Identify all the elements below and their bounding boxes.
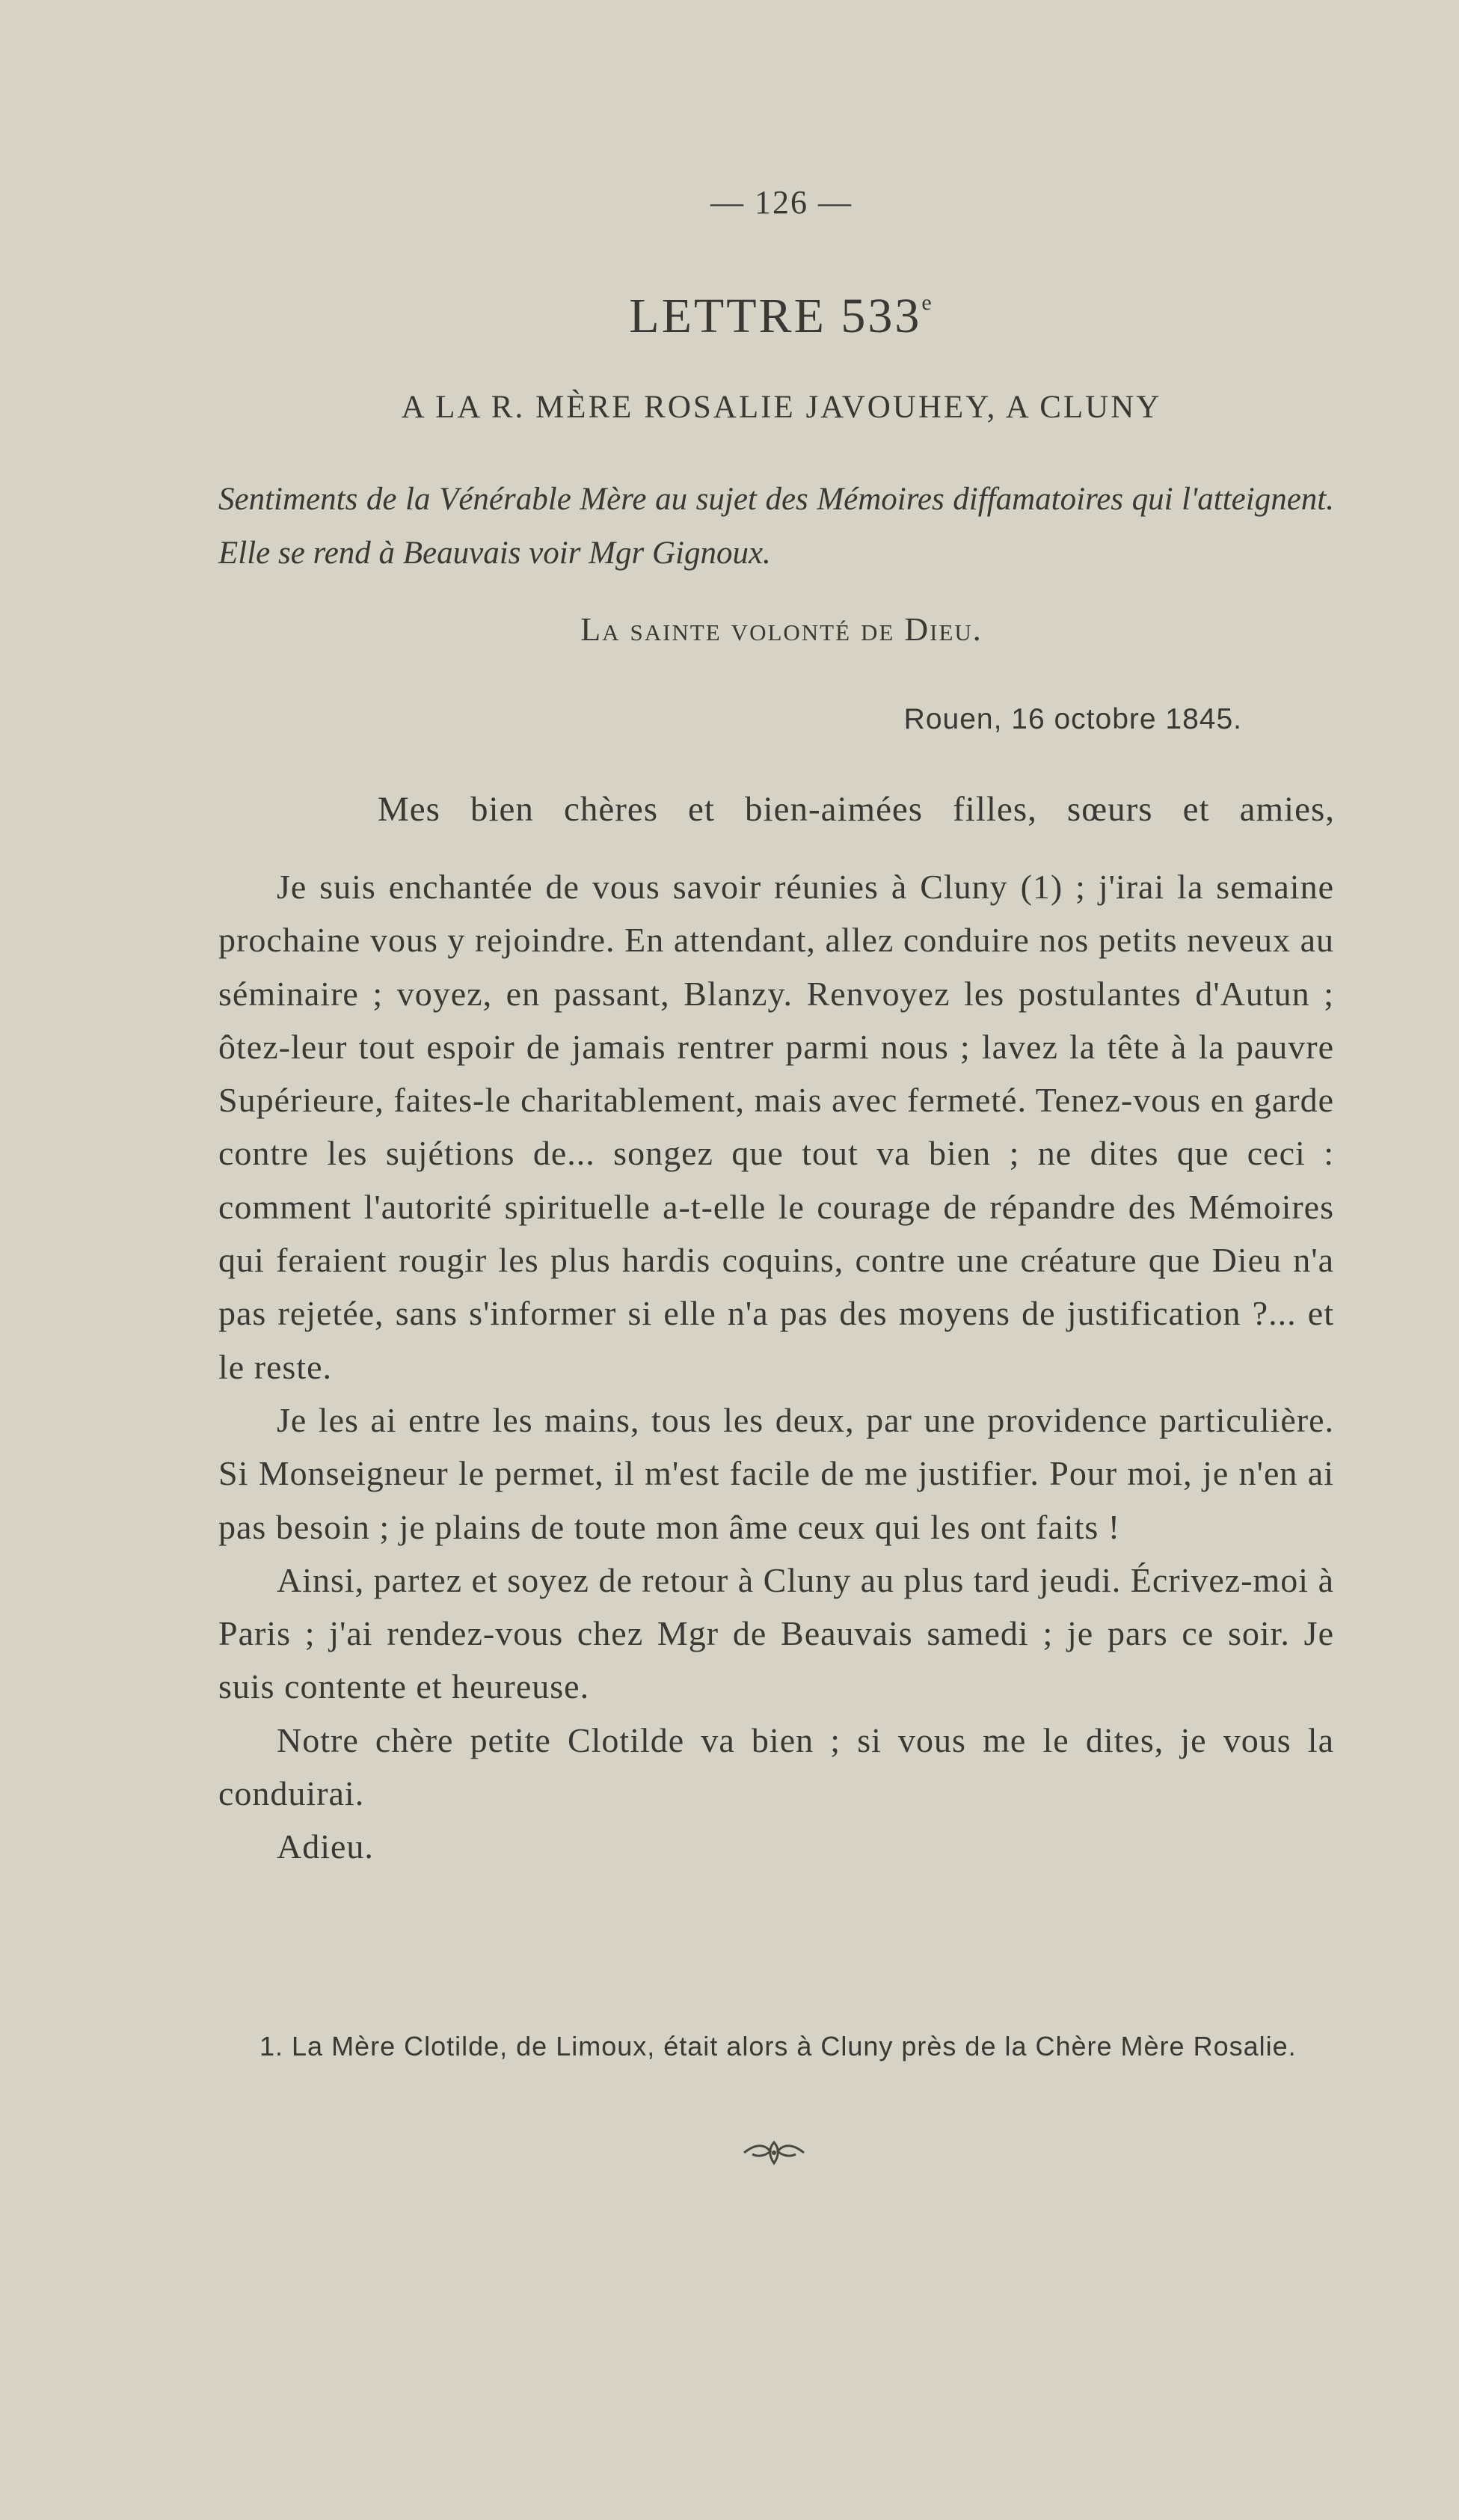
letter-title (0, 288, 1459, 345)
body-paragraph: Je suis enchantée de vous savoir réunies à Cluny (1) ; j'irai la semaine prochaine vous y rejoindre. En attendant, allez conduire nos petits neveux au séminaire ; voyez, en passant, Blanzy. Renvoyez les postulantes d'Autun ; ôtez-leur tout espoir de jamais rentrer parmi nous ; lavez la tête à la pauvre Supérieure, faites-le charitablement, mais avec fermeté. Tenez-vous en garde contre les sujétions de... songez que tout va bien ; ne dites que ceci : comment l'autorité spirituelle a-t-elle le courage de répandre des Mémoires qui feraient rougir les plus hardis coquins, contre une créature que Dieu n'a pas rejetée, sans s'informer si elle n'a pas des moyens de justification ?... et le reste. (218, 868, 1334, 1386)
fleuron-ornament-icon (740, 2139, 808, 2166)
letter-title-text: LETTRE 533 (629, 289, 922, 343)
letter-addressee: A LA R. MÈRE ROSALIE JAVOUHEY, A CLUNY (401, 390, 1162, 425)
letter-salutation: Mes bien chères et bien-aimées filles, sœurs et amies, (378, 790, 1335, 829)
letter-dateline: Rouen, 16 octobre 1845. (903, 703, 1242, 735)
body-paragraph: Je les ai entre les mains, tous les deux, par une providence particulière. Si Monseigneur le permet, il m'est facile de me justifier. Pour moi, je n'en ai pas besoin ; je plains de toute mon âme ceux qui les ont faits ! (218, 1400, 1334, 1546)
footnote: 1. La Mère Clotilde, de Limoux, était alors à Cluny près de la Chère Mère Rosalie. (259, 2031, 1297, 2061)
body-paragraph: Notre chère petite Clotilde va bien ; si vous me le dites, je vous la conduirai. (218, 1720, 1334, 1813)
letter-motto: La sainte volonté de Dieu. (580, 611, 983, 648)
body-paragraph: Adieu. (277, 1827, 374, 1866)
letter-body (218, 860, 1334, 1874)
letter-title-superscript: e (921, 290, 934, 315)
body-paragraph: Ainsi, partez et soyez de retour à Cluny au plus tard jeudi. Écrivez-moi à Paris ; j'ai rendez-vous chez Mgr de Beauvais samedi ; je pars ce soir. Je suis contente et heureuse. (218, 1560, 1334, 1706)
letter-summary: Sentiments de la Vénérable Mère au sujet des Mémoires diffamatoires qui l'atteignent. Elle se rend à Beauvais voir Mgr Gignoux. (218, 482, 1334, 571)
page-number: — 126 — (710, 184, 853, 221)
